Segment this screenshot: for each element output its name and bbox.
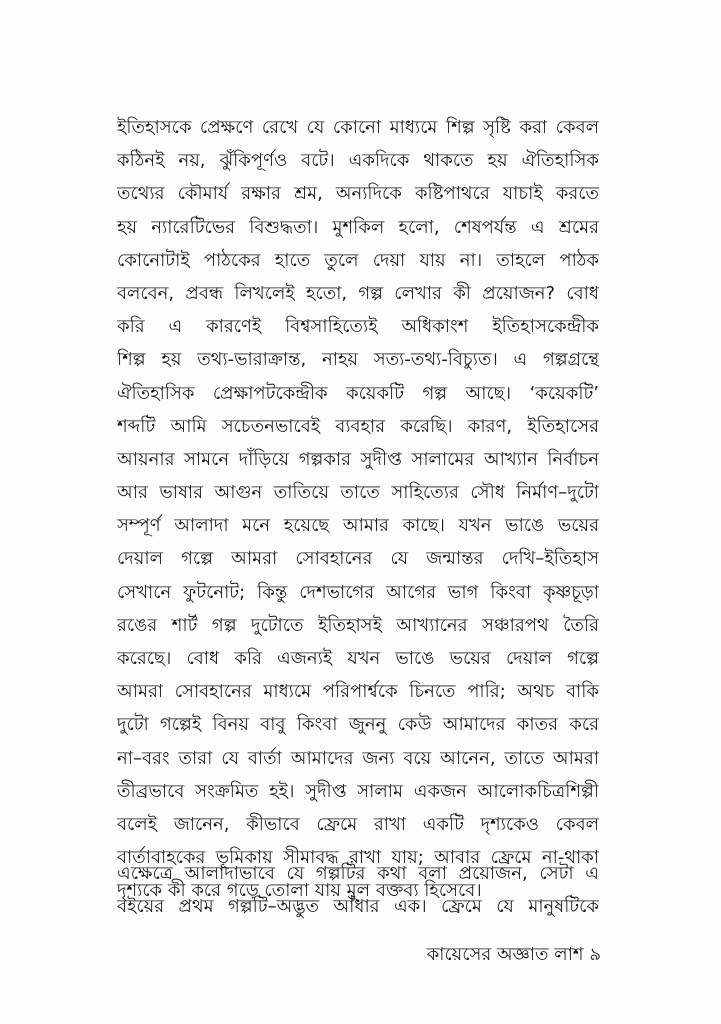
text-line: দেয়াল গল্পে আমরা সোবহানের যে জন্মান্তর দেখি–ইতিহাস (117, 548, 599, 570)
text-line: তথ্যের কৌমার্য রক্ষার শ্রম, অন্যদিকে কষ্টিপাথরে যাচাই করতে (117, 183, 599, 205)
text-line: বইয়ের প্রথম গল্পটি–অদ্ভুত আঁধার এক। ফ্রেমে যে মানুষটিকে (117, 896, 599, 918)
text-line: তীব্রভাবে সংক্রমিত হই। সুদীপ্ত সালাম একজন আলোকচিত্রশিল্পী (117, 780, 599, 802)
text-line: বলেই জানেন, কীভাবে ফ্রেমে রাখা একটি দৃশ্যকেও কেবল (117, 813, 599, 835)
text-line: আর ভাষার আগুন তাতিয়ে তাতে সাহিত্যের সৌধ নির্মাণ–দুটো (117, 482, 599, 504)
text-line: শিল্প হয় তথ্য-ভারাক্রান্ত, নাহয় সত্য-তথ্য-বিচ্যুত। এ গল্পগ্রন্থে (117, 349, 599, 371)
page-footer (427, 940, 601, 971)
text-line: করেছে। বোধ করি এজন্যই যখন ভাঙে ভয়ের দেয়াল গল্পে (117, 648, 599, 669)
paragraph-2 (117, 857, 599, 923)
text-line: বলবেন, প্রবন্ধ লিখলেই হতো, গল্প লেখার কী প্রয়োজন? বোধ (117, 282, 599, 304)
text-line: কঠিনই নয়, ঝুঁকিপূর্ণও বটে। একদিকে থাকতে হয় ঐতিহাসিক (117, 150, 599, 172)
text-line: আয়নার সামনে দাঁড়িয়ে গল্পকার সুদীপ্ত সালামের আখ্যান নির্বাচন (117, 448, 599, 470)
text-line: সম্পূর্ণ আলাদা মনে হয়েছে আমার কাছে। যখন ভাঙে ভয়ের (117, 515, 599, 537)
text-line: দৃশ্যকে কী করে গড়ে তোলা যায় মূল বক্তব্য হিসেবে। (117, 880, 482, 902)
text-line: করি এ কারণেই বিশ্বসাহিত্যেই অধিকাংশ ইতিহাসকেন্দ্রীক (117, 316, 599, 338)
text-line: শব্দটি আমি সচেতনভাবেই ব্যবহার করেছি। কারণ, ইতিহাসের (117, 415, 599, 437)
text-line: বার্তাবাহকের ভূমিকায় সীমাবদ্ধ রাখা যায়; আবার ফ্রেমে না-থাকা (117, 847, 599, 869)
text-line: আমরা সোবহানের মাধ্যমে পরিপার্শ্বকে চিনতে পারি; অথচ বাকি (117, 681, 599, 703)
text-line: ইতিহাসকে প্রেক্ষণে রেখে যে কোনো মাধ্যমে শিল্প সৃষ্টি করা কেবল (117, 117, 599, 138)
text-line: দুটো গল্পেই বিনয় বাবু কিংবা জুননু কেউ আমাদের কাতর করে (117, 714, 599, 736)
text-line: না–বরং তারা যে বার্তা আমাদের জন্য বয়ে আনেন, তাতে আমরা (117, 747, 599, 769)
text-line: এক্ষেত্রে আলাদাভাবে যে গল্পটির কথা বলা প্রয়োজন, সেটা এ (117, 863, 599, 884)
paragraph-1 (117, 111, 599, 908)
text-line: হয় ন্যারেটিভের বিশুদ্ধতা। মুশকিল হলো, শেষপর্যন্ত এ শ্রমের (117, 216, 599, 238)
text-line: কোনোটাই পাঠকের হাতে তুলে দেয়া যায় না। তাহলে পাঠক (117, 249, 599, 271)
text-line: সেখানে ফুটনোট; কিন্তু দেশভাগের আগের ভাগ কিংবা কৃষ্ণচূড়া (117, 581, 599, 603)
running-title: কায়েসের অজ্ঞাত লাশ (426, 944, 584, 965)
text-line: ঐতিহাসিক প্রেক্ষাপটকেন্দ্রীক কয়েকটি গল্প আছে। ‘কয়েকটি’ (117, 382, 599, 404)
text-line: রঙের শার্ট গল্প দুটোতে ইতিহাসই আখ্যানের সঞ্চারপথ তৈরি (117, 614, 599, 636)
page-number: ৯ (589, 944, 601, 965)
